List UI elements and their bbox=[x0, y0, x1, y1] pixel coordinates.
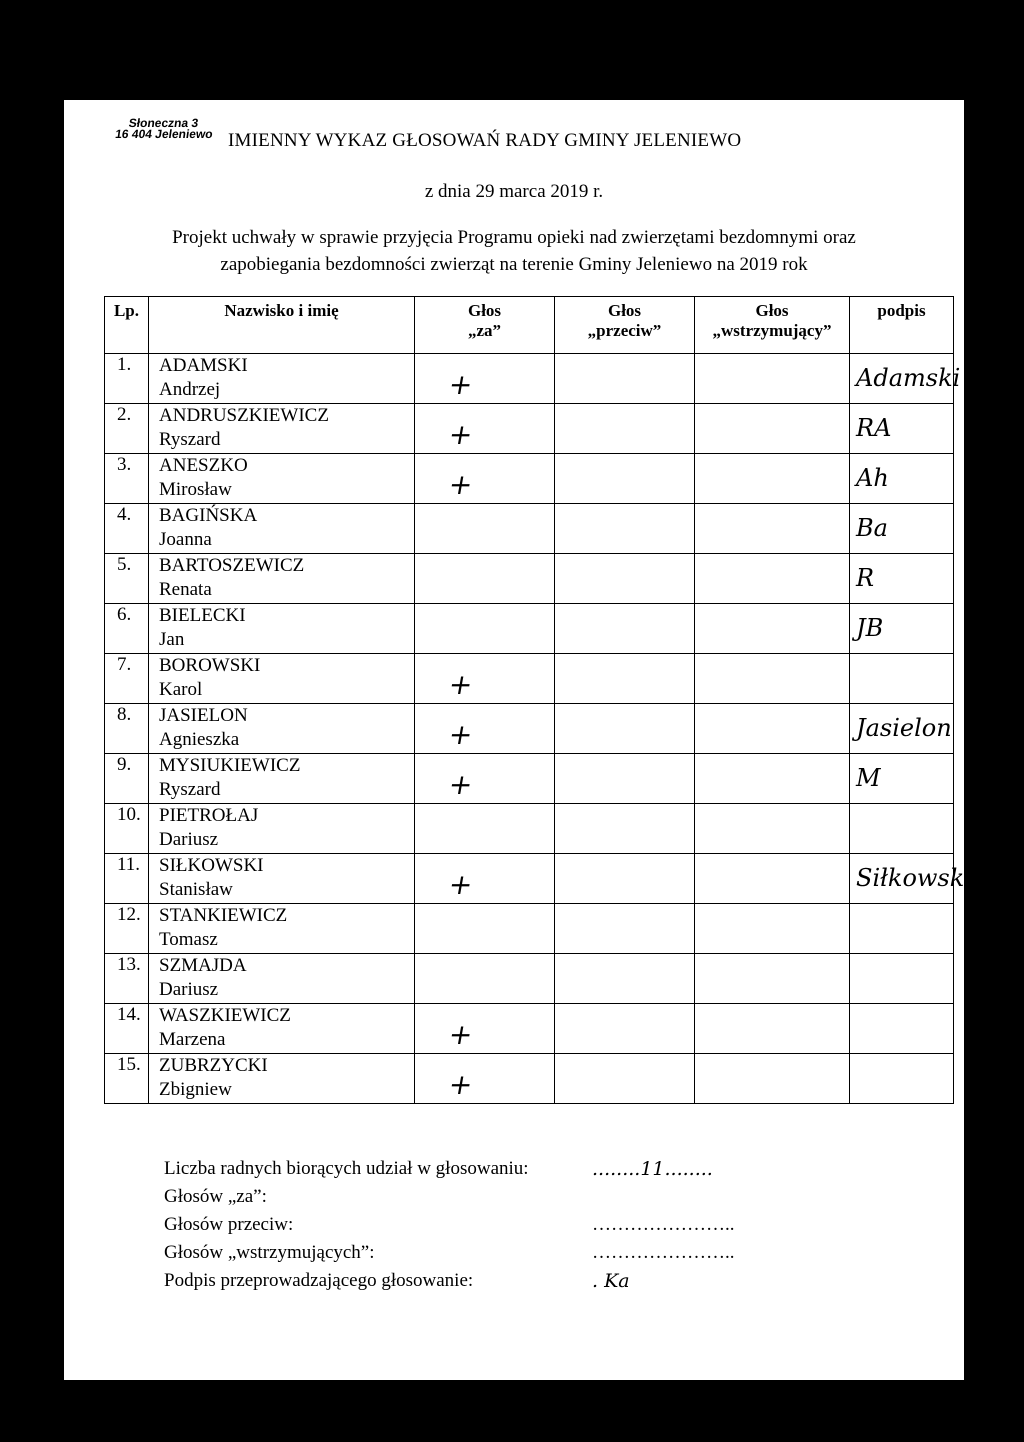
row-surname: ZUBRZYCKI bbox=[159, 1055, 268, 1076]
row-wstrz-cell bbox=[695, 954, 850, 1004]
table-row bbox=[105, 504, 954, 554]
header-wstrzymujacy bbox=[695, 297, 850, 354]
row-surname: SZMAJDA bbox=[159, 955, 247, 976]
project-line-1: Projekt uchwały w sprawie przyjęcia Programu opieki nad zwierzętami bezdomnymi oraz bbox=[172, 227, 856, 248]
table-row bbox=[105, 604, 954, 654]
za-mark: + bbox=[446, 668, 476, 701]
row-za-cell bbox=[415, 654, 555, 704]
voting-table bbox=[104, 296, 972, 1104]
row-surname: ANDRUSZKIEWICZ bbox=[159, 405, 329, 426]
handwritten-signature: RA bbox=[856, 414, 892, 442]
za-mark: + bbox=[446, 868, 476, 901]
row-wstrz-cell bbox=[695, 354, 850, 404]
row-name bbox=[149, 404, 415, 454]
row-number: 7. bbox=[105, 654, 149, 704]
signer-label: Podpis przeprowadzającego głosowanie: bbox=[164, 1270, 474, 1291]
row-first-name: Mirosław bbox=[159, 479, 232, 500]
row-wstrz-cell bbox=[695, 804, 850, 854]
office-stamp bbox=[114, 118, 214, 140]
table-header-row bbox=[105, 297, 954, 354]
row-name bbox=[149, 1054, 415, 1104]
row-first-name: Zbigniew bbox=[159, 1079, 232, 1100]
row-signature-cell bbox=[850, 354, 961, 404]
row-number: 8. bbox=[105, 704, 149, 754]
row-number: 1. bbox=[105, 354, 149, 404]
row-wstrz-cell bbox=[695, 854, 850, 904]
header-za-line1: Głos bbox=[467, 301, 502, 320]
row-number: 5. bbox=[105, 554, 149, 604]
document-page bbox=[64, 100, 972, 1380]
row-signature-cell bbox=[850, 1054, 954, 1104]
row-przeciw-cell bbox=[555, 804, 695, 854]
row-wstrz-cell bbox=[695, 904, 850, 954]
handwritten-signature: Ah bbox=[856, 464, 889, 492]
header-przeciw bbox=[555, 297, 695, 354]
table-row bbox=[105, 904, 954, 954]
header-przeciw-line2: „przeciw” bbox=[587, 321, 662, 340]
row-first-name: Marzena bbox=[159, 1029, 226, 1050]
row-za-cell bbox=[415, 354, 555, 404]
row-przeciw-cell bbox=[555, 354, 695, 404]
document-title: IMIENNY WYKAZ GŁOSOWAŃ RADY GMINY JELENIEWO bbox=[228, 130, 742, 151]
row-za-cell bbox=[415, 854, 555, 904]
handwritten-signature: Ba bbox=[856, 514, 888, 542]
row-signature-cell bbox=[850, 704, 954, 754]
table-row bbox=[105, 704, 954, 754]
row-przeciw-cell bbox=[555, 454, 695, 504]
stamp-line-1: Słoneczna 3 bbox=[127, 116, 200, 130]
row-name bbox=[149, 354, 415, 404]
za-mark: + bbox=[446, 468, 476, 501]
signer-signature: . Ka bbox=[592, 1270, 630, 1292]
summary-wstrzymujace bbox=[164, 1239, 864, 1267]
project-description bbox=[64, 224, 964, 278]
row-number: 10. bbox=[105, 804, 149, 854]
row-number: 12. bbox=[105, 904, 149, 954]
table-row bbox=[105, 804, 954, 854]
table-row bbox=[105, 854, 954, 904]
wstrz-value: ………………….. bbox=[592, 1242, 735, 1263]
row-surname: BIELECKI bbox=[159, 605, 246, 626]
row-signature-cell bbox=[850, 454, 954, 504]
row-za-cell bbox=[415, 604, 555, 654]
row-przeciw-cell bbox=[555, 904, 695, 954]
row-number: 4. bbox=[105, 504, 149, 554]
row-signature-cell bbox=[850, 904, 954, 954]
table-row bbox=[105, 1004, 954, 1054]
row-wstrz-cell bbox=[695, 504, 850, 554]
row-za-cell bbox=[415, 904, 555, 954]
participants-value: ........11........ bbox=[592, 1158, 713, 1180]
summary-signer bbox=[164, 1267, 864, 1295]
row-przeciw-cell bbox=[555, 754, 695, 804]
summary-za bbox=[164, 1183, 864, 1211]
row-surname: BARTOSZEWICZ bbox=[159, 555, 305, 576]
summary-przeciw bbox=[164, 1211, 864, 1239]
row-first-name: Joanna bbox=[159, 529, 212, 550]
row-signature-cell bbox=[850, 504, 954, 554]
row-za-cell bbox=[415, 1054, 555, 1104]
table-row bbox=[105, 654, 954, 704]
row-przeciw-cell bbox=[555, 404, 695, 454]
row-przeciw-cell bbox=[555, 604, 695, 654]
table-row bbox=[105, 1054, 954, 1104]
row-surname: ANESZKO bbox=[159, 455, 248, 476]
row-name bbox=[149, 504, 415, 554]
row-za-cell bbox=[415, 754, 555, 804]
row-name bbox=[149, 1004, 415, 1054]
row-number: 6. bbox=[105, 604, 149, 654]
handwritten-signature: R bbox=[856, 564, 875, 592]
header-podpis: podpis bbox=[850, 297, 954, 354]
row-przeciw-cell bbox=[555, 854, 695, 904]
stamp-line-2: 16 404 Jeleniewo bbox=[114, 127, 214, 141]
row-za-cell bbox=[415, 704, 555, 754]
summary-participants bbox=[164, 1155, 864, 1183]
row-wstrz-cell bbox=[695, 604, 850, 654]
table-row bbox=[105, 454, 954, 504]
wstrz-label: Głosów „wstrzymujących”: bbox=[164, 1242, 375, 1263]
za-mark: + bbox=[446, 1018, 476, 1051]
row-surname: JASIELON bbox=[159, 705, 248, 726]
row-first-name: Ryszard bbox=[159, 779, 221, 800]
row-name bbox=[149, 554, 415, 604]
row-name bbox=[149, 654, 415, 704]
row-wstrz-cell bbox=[695, 1054, 850, 1104]
row-wstrz-cell bbox=[695, 454, 850, 504]
row-signature-cell bbox=[850, 954, 954, 1004]
row-signature-cell bbox=[850, 754, 954, 804]
za-mark: + bbox=[446, 718, 476, 751]
header-wstrz-line1: Głos bbox=[755, 301, 789, 320]
header-wstrz-line2: „wstrzymujący” bbox=[712, 321, 832, 340]
row-name bbox=[149, 954, 415, 1004]
table-row bbox=[105, 754, 954, 804]
row-za-cell bbox=[415, 804, 555, 854]
za-label: Głosów „za”: bbox=[164, 1186, 267, 1207]
row-number: 11. bbox=[105, 854, 149, 904]
row-first-name: Tomasz bbox=[159, 929, 218, 950]
row-number: 9. bbox=[105, 754, 149, 804]
row-surname: MYSIUKIEWICZ bbox=[159, 755, 301, 776]
row-first-name: Stanisław bbox=[159, 879, 233, 900]
table-row bbox=[105, 554, 954, 604]
handwritten-signature: Siłkowski bbox=[856, 864, 972, 892]
row-name bbox=[149, 754, 415, 804]
row-first-name: Renata bbox=[159, 579, 212, 600]
header-przeciw-line1: Głos bbox=[607, 301, 642, 320]
row-first-name: Dariusz bbox=[159, 979, 219, 1000]
row-przeciw-cell bbox=[555, 1054, 695, 1104]
row-signature-cell bbox=[850, 804, 954, 854]
row-name bbox=[149, 804, 415, 854]
row-first-name: Agnieszka bbox=[159, 729, 240, 750]
row-number: 2. bbox=[105, 404, 149, 454]
row-surname: PIETROŁAJ bbox=[159, 805, 259, 826]
row-signature-cell bbox=[850, 654, 954, 704]
header-lp: Lp. bbox=[105, 297, 149, 354]
header-za-line2: „za” bbox=[467, 321, 502, 340]
project-line-2: zapobiegania bezdomności zwierząt na terenie Gminy Jeleniewo na 2019 rok bbox=[220, 254, 808, 275]
row-wstrz-cell bbox=[695, 754, 850, 804]
handwritten-signature: Jasielon bbox=[856, 714, 952, 742]
row-first-name: Ryszard bbox=[159, 429, 221, 450]
header-name: Nazwisko i imię bbox=[149, 297, 415, 354]
row-signature-cell bbox=[850, 1004, 954, 1054]
row-name bbox=[149, 604, 415, 654]
row-za-cell bbox=[415, 1004, 555, 1054]
handwritten-signature: JB bbox=[856, 614, 884, 642]
row-number: 3. bbox=[105, 454, 149, 504]
table-row bbox=[105, 954, 954, 1004]
row-przeciw-cell bbox=[555, 654, 695, 704]
row-name bbox=[149, 704, 415, 754]
row-za-cell bbox=[415, 404, 555, 454]
row-first-name: Karol bbox=[159, 679, 203, 700]
za-mark: + bbox=[446, 768, 476, 801]
table-row bbox=[105, 404, 954, 454]
row-first-name: Andrzej bbox=[159, 379, 221, 400]
row-za-cell bbox=[415, 954, 555, 1004]
przeciw-label: Głosów przeciw: bbox=[164, 1214, 294, 1235]
row-surname: STANKIEWICZ bbox=[159, 905, 288, 926]
row-surname: SIŁKOWSKI bbox=[159, 855, 264, 876]
row-surname: WASZKIEWICZ bbox=[159, 1005, 291, 1026]
row-number: 14. bbox=[105, 1004, 149, 1054]
za-mark: + bbox=[446, 1068, 476, 1101]
handwritten-signature: Adamski bbox=[856, 364, 961, 392]
za-mark: + bbox=[446, 418, 476, 451]
row-name bbox=[149, 854, 415, 904]
row-surname: BAGIŃSKA bbox=[159, 505, 258, 526]
row-wstrz-cell bbox=[695, 1004, 850, 1054]
row-przeciw-cell bbox=[555, 504, 695, 554]
row-surname: ADAMSKI bbox=[159, 355, 248, 376]
za-mark: + bbox=[446, 368, 476, 401]
row-za-cell bbox=[415, 504, 555, 554]
row-przeciw-cell bbox=[555, 954, 695, 1004]
participants-label: Liczba radnych biorących udział w głosowaniu: bbox=[164, 1158, 529, 1179]
row-przeciw-cell bbox=[555, 554, 695, 604]
row-signature-cell bbox=[850, 854, 972, 904]
row-przeciw-cell bbox=[555, 1004, 695, 1054]
header-za bbox=[415, 297, 555, 354]
row-name bbox=[149, 904, 415, 954]
row-signature-cell bbox=[850, 404, 954, 454]
document-date: z dnia 29 marca 2019 r. bbox=[424, 181, 604, 202]
row-signature-cell bbox=[850, 604, 954, 654]
row-number: 15. bbox=[105, 1054, 149, 1104]
row-first-name: Jan bbox=[159, 629, 185, 650]
row-signature-cell bbox=[850, 554, 954, 604]
vote-summary bbox=[164, 1155, 864, 1295]
row-za-cell bbox=[415, 554, 555, 604]
row-wstrz-cell bbox=[695, 554, 850, 604]
row-wstrz-cell bbox=[695, 704, 850, 754]
row-number: 13. bbox=[105, 954, 149, 1004]
row-wstrz-cell bbox=[695, 404, 850, 454]
table-row bbox=[105, 354, 954, 404]
handwritten-signature: M bbox=[856, 764, 881, 792]
row-wstrz-cell bbox=[695, 654, 850, 704]
row-przeciw-cell bbox=[555, 704, 695, 754]
row-za-cell bbox=[415, 454, 555, 504]
row-name bbox=[149, 454, 415, 504]
przeciw-value: ………………….. bbox=[592, 1214, 735, 1235]
row-first-name: Dariusz bbox=[159, 829, 219, 850]
row-surname: BOROWSKI bbox=[159, 655, 261, 676]
